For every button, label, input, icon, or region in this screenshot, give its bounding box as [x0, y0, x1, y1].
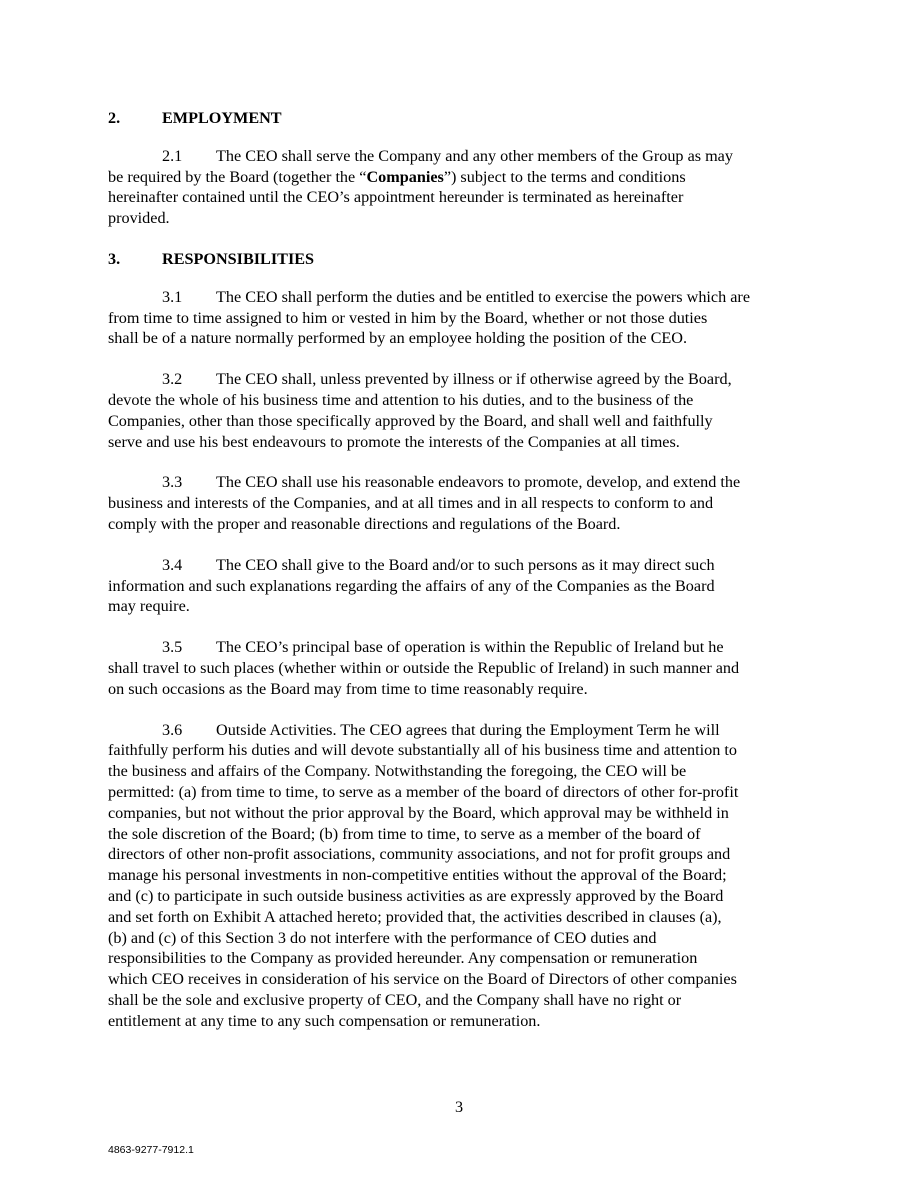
paragraph-line — [108, 720, 813, 741]
paragraph-number: 2.1 — [162, 146, 183, 165]
paragraph-line: companies, but not without the prior approval by the Board, which approval may be withheld in — [108, 803, 729, 822]
paragraph-number: 3.5 — [162, 638, 183, 657]
paragraph-number: 3.2 — [162, 370, 183, 389]
paragraph-3-6 — [108, 720, 813, 1032]
paragraph-number: 3.3 — [162, 473, 183, 492]
paragraph-line: hereinafter contained until the CEO’s appointment hereunder is terminated as hereinafter — [108, 188, 684, 207]
paragraph-line: shall travel to such places (whether within or outside the Republic of Ireland) in such manner and — [108, 658, 740, 677]
paragraph-text: The CEO shall serve the Company and any other members of the Group as may — [216, 146, 733, 165]
page-number: 3 — [454, 1098, 464, 1116]
paragraph-line: information and such explanations regarding the affairs of any of the Companies as the Board — [108, 576, 715, 595]
paragraph-text: be required by the Board (together the “ — [108, 167, 367, 186]
paragraph-line: (b) and (c) of this Section 3 do not interfere with the performance of CEO duties and — [108, 928, 657, 947]
paragraph-line: from time to time assigned to him or vested in him by the Board, whether or not those duties — [108, 308, 708, 327]
paragraph-number: 3.1 — [162, 287, 183, 306]
section-number: 2. — [108, 109, 121, 127]
section-3-paragraphs — [108, 287, 813, 1032]
paragraph-line: may require. — [108, 597, 190, 616]
defined-term: Companies — [366, 167, 444, 186]
paragraph-line: and (c) to participate in such outside business activities as are expressly approved by the Board — [108, 886, 724, 905]
paragraph-line: directors of other non-profit associations, community associations, and not for profit groups and — [108, 845, 731, 864]
paragraph-3-1 — [108, 287, 813, 349]
paragraph-line — [108, 287, 813, 308]
paragraph-line: and set forth on Exhibit A attached hereto; provided that, the activities described in clauses (a), — [108, 907, 722, 926]
paragraph-line: the business and affairs of the Company. Notwithstanding the foregoing, the CEO will be — [108, 762, 687, 781]
paragraph-3-2 — [108, 369, 813, 452]
paragraph-text: The CEO’s principal base of operation is within the Republic of Ireland but he — [216, 638, 724, 657]
paragraph-text: The CEO shall perform the duties and be entitled to exercise the powers which are — [216, 287, 751, 306]
section-heading-employment — [108, 108, 813, 129]
paragraph-line — [108, 472, 813, 493]
paragraph-line: serve and use his best endeavours to promote the interests of the Companies at all times. — [108, 432, 680, 451]
paragraph-line: shall be the sole and exclusive property of CEO, and the Company shall have no right or — [108, 990, 682, 1009]
paragraph-line — [108, 146, 813, 167]
paragraph-line — [108, 167, 813, 188]
paragraph-text: Outside Activities. The CEO agrees that during the Employment Term he will — [216, 720, 720, 739]
paragraph-line: comply with the proper and reasonable directions and regulations of the Board. — [108, 514, 621, 533]
paragraph-line: Companies, other than those specifically approved by the Board, and shall well and faithfully — [108, 411, 713, 430]
section-number: 3. — [108, 249, 121, 268]
paragraph-line: devote the whole of his business time and attention to his duties, and to the business of the — [108, 390, 694, 409]
paragraph-line: entitlement at any time to any such compensation or remuneration. — [108, 1011, 541, 1030]
document-body — [108, 108, 813, 1051]
paragraph-text: The CEO shall, unless prevented by illness or if otherwise agreed by the Board, — [216, 370, 732, 389]
paragraph-line: provided. — [108, 209, 170, 228]
paragraph-line — [108, 555, 813, 576]
document-id: 4863-9277-7912.1 — [108, 1144, 194, 1156]
paragraph-line: which CEO receives in consideration of his service on the Board of Directors of other companies — [108, 970, 737, 989]
paragraph-3-5 — [108, 637, 813, 699]
paragraph-3-3 — [108, 472, 813, 534]
paragraph-line: manage his personal investments in non-competitive entities without the approval of the Board; — [108, 866, 727, 885]
paragraph-number: 3.6 — [162, 720, 183, 739]
section-title: EMPLOYMENT — [162, 109, 282, 127]
paragraph-line: permitted: (a) from time to time, to serve as a member of the board of directors of other for-profit — [108, 782, 739, 801]
paragraph-line: responsibilities to the Company as provided hereunder. Any compensation or remuneration — [108, 949, 698, 968]
paragraph-text: ”) subject to the terms and conditions — [443, 167, 686, 186]
paragraph-line: faithfully perform his duties and will devote substantially all of his business time and attention to — [108, 741, 737, 760]
paragraph-line: shall be of a nature normally performed by an employee holding the position of the CEO. — [108, 329, 688, 348]
paragraph-3-4 — [108, 555, 813, 617]
paragraph-line — [108, 637, 813, 658]
section-title: RESPONSIBILITIES — [162, 249, 315, 268]
paragraph-line — [108, 369, 813, 390]
paragraph-text: The CEO shall use his reasonable endeavors to promote, develop, and extend the — [216, 473, 741, 492]
paragraph-2-1 — [108, 146, 813, 229]
paragraph-line: on such occasions as the Board may from time to time reasonably require. — [108, 679, 588, 698]
paragraph-text: The CEO shall give to the Board and/or to such persons as it may direct such — [216, 555, 715, 574]
paragraph-number: 3.4 — [162, 555, 183, 574]
section-heading-responsibilities — [108, 249, 813, 270]
paragraph-line: business and interests of the Companies, and at all times and in all respects to conform to and — [108, 494, 714, 513]
paragraph-line: the sole discretion of the Board; (b) from time to time, to serve as a member of the board of — [108, 824, 701, 843]
